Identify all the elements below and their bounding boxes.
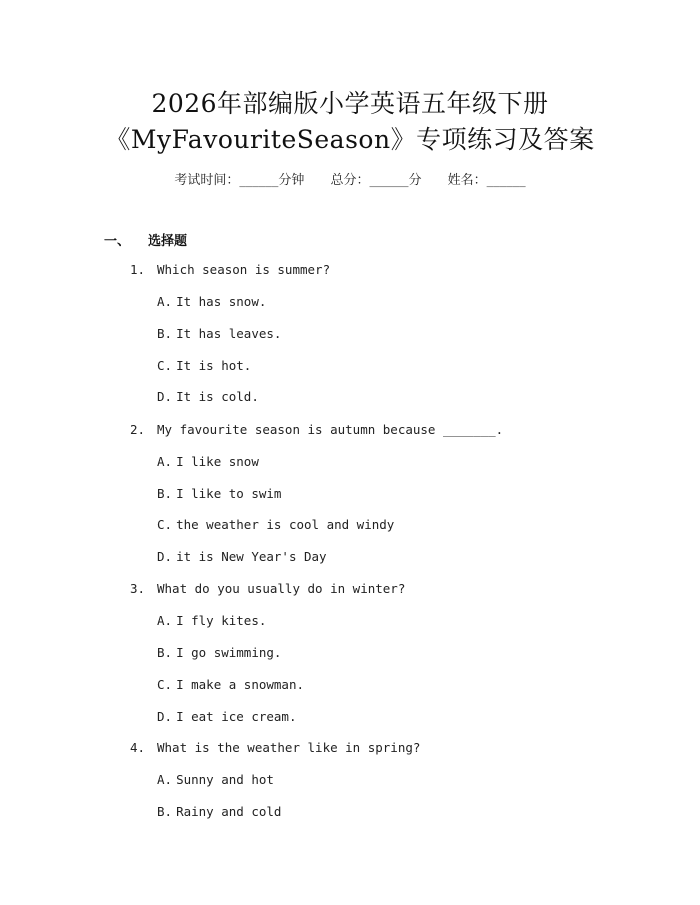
question-3 (130, 581, 405, 596)
option-text: Sunny and hot (176, 772, 274, 787)
option-text: It is hot. (176, 358, 252, 373)
option-letter: B. (157, 326, 173, 341)
question-text: What is the weather like in spring? (157, 740, 421, 755)
option-letter: B. (157, 645, 173, 660)
name-field (448, 173, 526, 188)
option-4a (157, 772, 274, 787)
option-text: I go swimming. (176, 645, 282, 660)
option-3c (157, 677, 304, 692)
question-1 (130, 262, 330, 277)
option-text: it is New Year's Day (176, 549, 327, 564)
question-text: What do you usually do in winter? (157, 581, 406, 596)
option-3a (157, 613, 266, 628)
option-2c (157, 517, 394, 532)
question-2 (130, 422, 503, 437)
option-1d (157, 389, 259, 404)
option-text: I like snow (176, 454, 259, 469)
option-text: I eat ice cream. (176, 709, 297, 724)
option-2b (157, 486, 281, 501)
exam-time-label: 考试时间： (174, 173, 240, 188)
option-text: the weather is cool and windy (176, 517, 395, 532)
option-text: I fly kites. (176, 613, 267, 628)
total-score-unit: 分 (408, 173, 422, 188)
option-letter: B. (157, 486, 173, 501)
option-letter: A. (157, 294, 173, 309)
section-title: 选择题 (148, 234, 188, 249)
exam-time-unit: 分钟 (278, 173, 305, 188)
question-text: My favourite season is autumn because _______. (157, 422, 504, 437)
option-letter: A. (157, 772, 173, 787)
option-letter: D. (157, 389, 173, 404)
question-4 (130, 740, 420, 755)
option-letter: C. (157, 677, 173, 692)
option-3b (157, 645, 281, 660)
option-4b (157, 804, 281, 819)
option-text: It has leaves. (176, 326, 282, 341)
section-number: 一、 (104, 234, 131, 249)
exam-info (0, 169, 700, 188)
option-letter: D. (157, 549, 173, 564)
option-text: It has snow. (176, 294, 267, 309)
exam-time-field (174, 173, 304, 188)
name-label: 姓名： (447, 173, 487, 188)
exam-time-blank: ______ (239, 173, 279, 188)
question-number: 2. (130, 422, 146, 437)
option-letter: A. (157, 454, 173, 469)
option-1c (157, 358, 251, 373)
option-text: I make a snowman. (176, 677, 304, 692)
option-3d (157, 709, 296, 724)
option-1b (157, 326, 281, 341)
total-score-blank: ______ (369, 173, 409, 188)
page-title-line-2: 《MyFavouriteSeason》专项练习及答案 (105, 125, 595, 154)
option-letter: C. (157, 517, 173, 532)
option-text: It is cold. (176, 389, 259, 404)
option-letter: C. (157, 358, 173, 373)
name-blank: ______ (486, 173, 526, 188)
question-number: 1. (130, 262, 146, 277)
question-text: Which season is summer? (157, 262, 331, 277)
option-2d (157, 549, 327, 564)
option-letter: B. (157, 804, 173, 819)
option-text: Rainy and cold (176, 804, 282, 819)
option-1a (157, 294, 266, 309)
section-heading (104, 230, 187, 249)
page-title-line-1: 2026年部编版小学英语五年级下册 (151, 89, 549, 118)
option-2a (157, 454, 259, 469)
question-number: 3. (130, 581, 146, 596)
option-letter: A. (157, 613, 173, 628)
total-score-field (330, 173, 421, 188)
total-score-label: 总分： (330, 173, 370, 188)
option-letter: D. (157, 709, 173, 724)
option-text: I like to swim (176, 486, 282, 501)
question-number: 4. (130, 740, 146, 755)
